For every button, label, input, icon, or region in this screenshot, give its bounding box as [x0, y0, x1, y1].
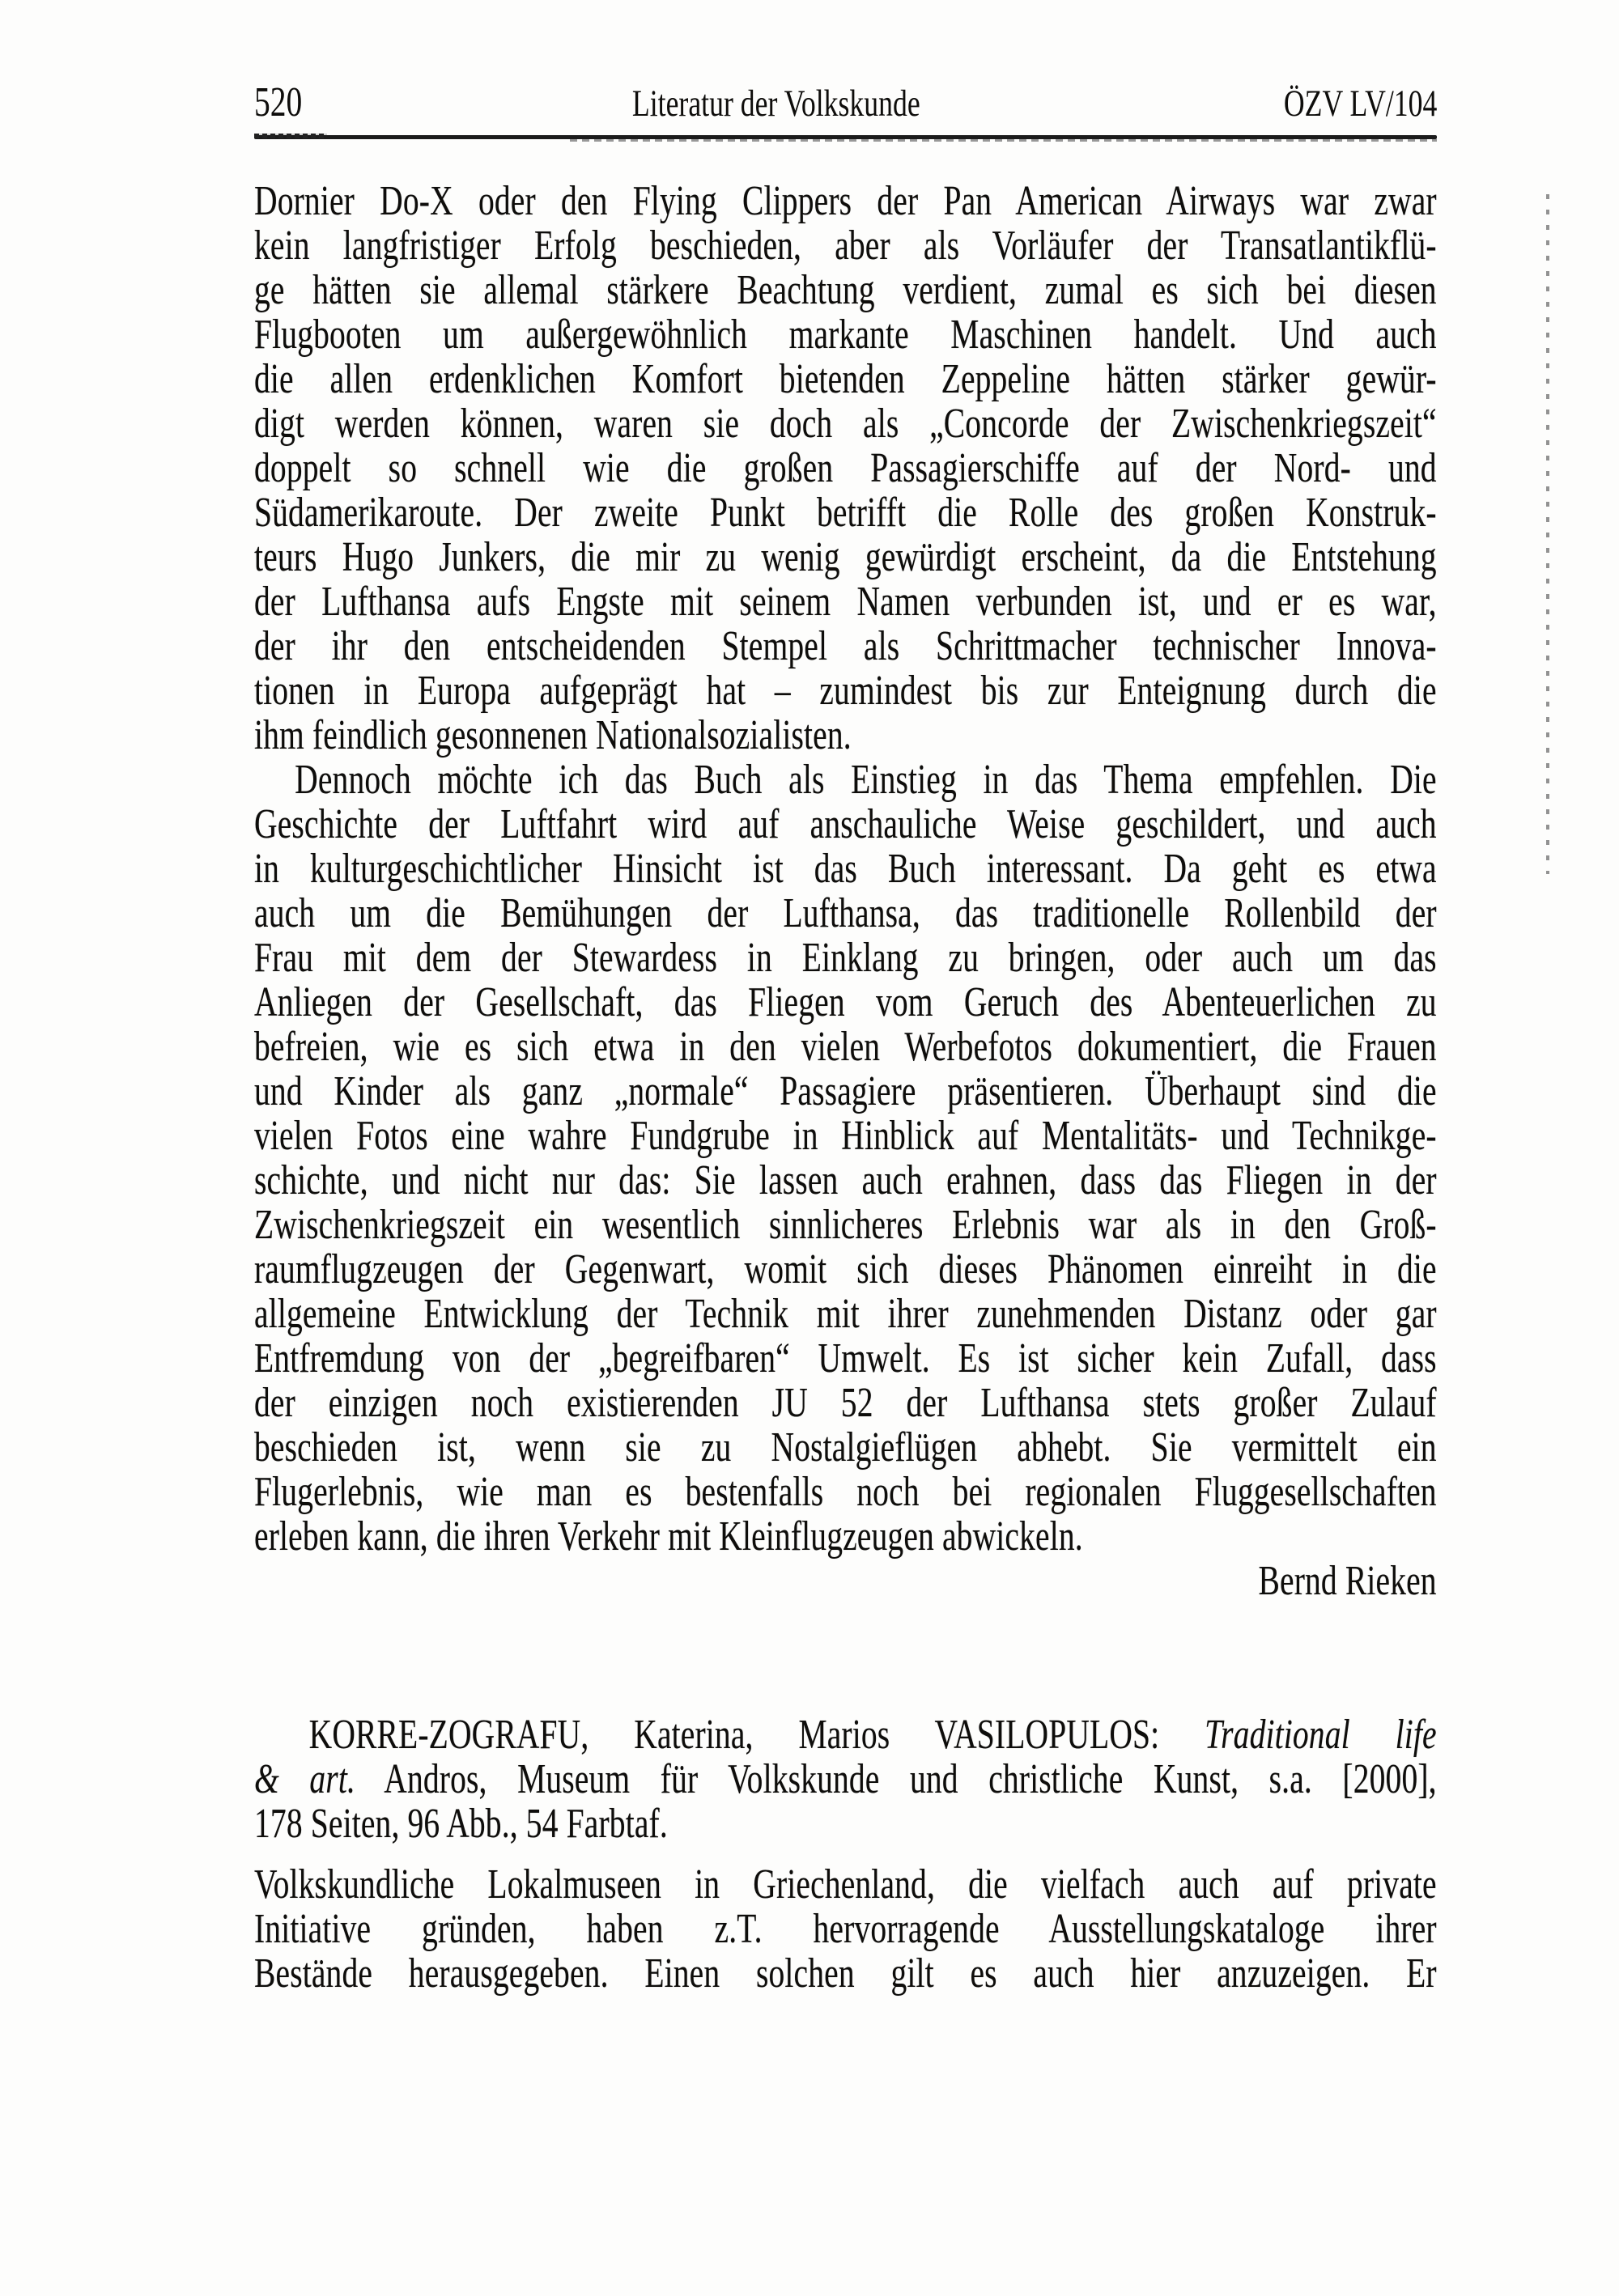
text-line: in kulturgeschichtlicher Hinsicht ist das Buch interessant. Da geht es etwa [254, 846, 1437, 892]
text-line: Dennoch möchte ich das Buch als Einstieg in das Thema empfehlen. Die [295, 757, 1437, 803]
text-line: digt werden können, waren sie doch als „Concorde der Zwischenkriegszeit“ [254, 401, 1437, 447]
review-flight-text [254, 179, 1437, 1603]
running-title: Literatur der Volkskunde [631, 83, 920, 125]
text-line: ge hätten sie allemal stärkere Beachtung verdient, zumal es sich bei diesen [254, 267, 1437, 313]
text-line: allgemeine Entwicklung der Technik mit ihrer zunehmenden Distanz oder gar [254, 1291, 1437, 1337]
text-line: Initiative gründen, haben z.T. hervorragende Ausstellungskataloge ihrer [254, 1906, 1437, 1952]
review-andros-text [254, 1862, 1437, 1996]
reviewer-signature: Bernd Rieken [1258, 1558, 1437, 1604]
text-line: beschieden ist, wenn sie zu Nostalgieflügen abhebt. Sie vermittelt ein [254, 1424, 1437, 1471]
text-line: und Kinder als ganz „normale“ Passagiere präsentieren. Überhaupt sind die [254, 1068, 1437, 1114]
text-line: Dornier Do-X oder den Flying Clippers der Pan American Airways war zwar [254, 178, 1437, 224]
text-line: der einzigen noch existierenden JU 52 der Lufthansa stets großer Zulauf [254, 1380, 1437, 1426]
citation-paragraph [254, 1712, 1437, 1846]
text-line: kein langfristiger Erfolg beschieden, aber als Vorläufer der Transatlantikflü- [254, 223, 1437, 269]
text-line: tionen in Europa aufgeprägt hat – zumindest bis zur Enteignung durch die [254, 668, 1437, 714]
text-line: Flugbooten um außergewöhnlich markante Maschinen handelt. Und auch [254, 312, 1437, 358]
text-line: schichte, und nicht nur das: Sie lassen auch erahnen, dass das Fliegen in der [254, 1157, 1437, 1203]
text-line: Volkskundliche Lokalmuseen in Griechenland, die vielfach auch auf private [254, 1861, 1437, 1908]
text-line: Zwischenkriegszeit ein wesentlich sinnlicheres Erlebnis war als in den Groß- [254, 1202, 1437, 1248]
text-line: Südamerikaroute. Der zweite Punkt betrifft die Rolle des großen Konstruk- [254, 490, 1437, 536]
text-line: vielen Fotos eine wahre Fundgrube in Hinblick auf Mentalitäts- und Technikge- [254, 1113, 1437, 1159]
page-number: 520 [254, 79, 303, 125]
paragraph-flight-1 [254, 179, 1437, 758]
page-header [254, 79, 1437, 125]
text-line: auch um die Bemühungen der Lufthansa, das traditionelle Rollenbild der [254, 890, 1437, 936]
text-line: raumflugzeugen der Gegenwart, womit sich dieses Phänomen einreiht in die [254, 1246, 1437, 1292]
text-line: Frau mit dem der Stewardess in Einklang zu bringen, oder auch um das [254, 935, 1437, 981]
paragraph-andros-1 [254, 1862, 1437, 1996]
text-line: Anliegen der Gesellschaft, das Fliegen vom Geruch des Abenteuerlichen zu [254, 979, 1437, 1025]
text-line: Bestände herausgegeben. Einen solchen gilt es auch hier anzuzeigen. Er [254, 1950, 1437, 1997]
text-line: Flugerlebnis, wie man es bestenfalls noch bei regionalen Fluggesellschaften [254, 1469, 1437, 1515]
text-line: ihm feindlich gesonnenen Nationalsozialisten. [254, 712, 852, 758]
header-rule [254, 135, 1437, 139]
text-line: die allen erdenklichen Komfort bietenden Zeppeline hätten stärker gewür- [254, 356, 1437, 402]
text-line: teurs Hugo Junkers, die mir zu wenig gewürdigt erscheint, da die Entstehung [254, 534, 1437, 580]
text-line: erleben kann, die ihren Verkehr mit Kleinflugzeugen abwickeln. [254, 1513, 1083, 1560]
text-line: befreien, wie es sich etwa in den vielen Werbefotos dokumentiert, die Frauen [254, 1024, 1437, 1070]
text-line: KORRE-ZOGRAFU, Katerina, Marios VASILOPULOS: Traditional life [308, 1712, 1437, 1758]
paragraph-flight-2 [254, 758, 1437, 1559]
scan-artifact-dotted-line [1546, 194, 1549, 874]
text-line: & art. Andros, Museum für Volkskunde und christliche Kunst, s.a. [2000], [254, 1756, 1437, 1802]
book-citation-block [254, 1712, 1437, 1846]
text-line: Geschichte der Luftfahrt wird auf anschauliche Weise geschildert, und auch [254, 801, 1437, 847]
text-line: Entfremdung von der „begreifbaren“ Umwelt. Es ist sicher kein Zufall, dass [254, 1335, 1437, 1381]
text-line: doppelt so schnell wie die großen Passagierschiffe auf der Nord- und [254, 445, 1437, 491]
text-line: 178 Seiten, 96 Abb., 54 Farbtaf. [254, 1801, 668, 1847]
text-line: der Lufthansa aufs Engste mit seinem Namen verbunden ist, und er es war, [254, 579, 1437, 625]
journal-reference: ÖZV LV/104 [1283, 83, 1437, 125]
text-line: der ihr den entscheidenden Stempel als Schrittmacher technischer Innova- [254, 623, 1437, 669]
